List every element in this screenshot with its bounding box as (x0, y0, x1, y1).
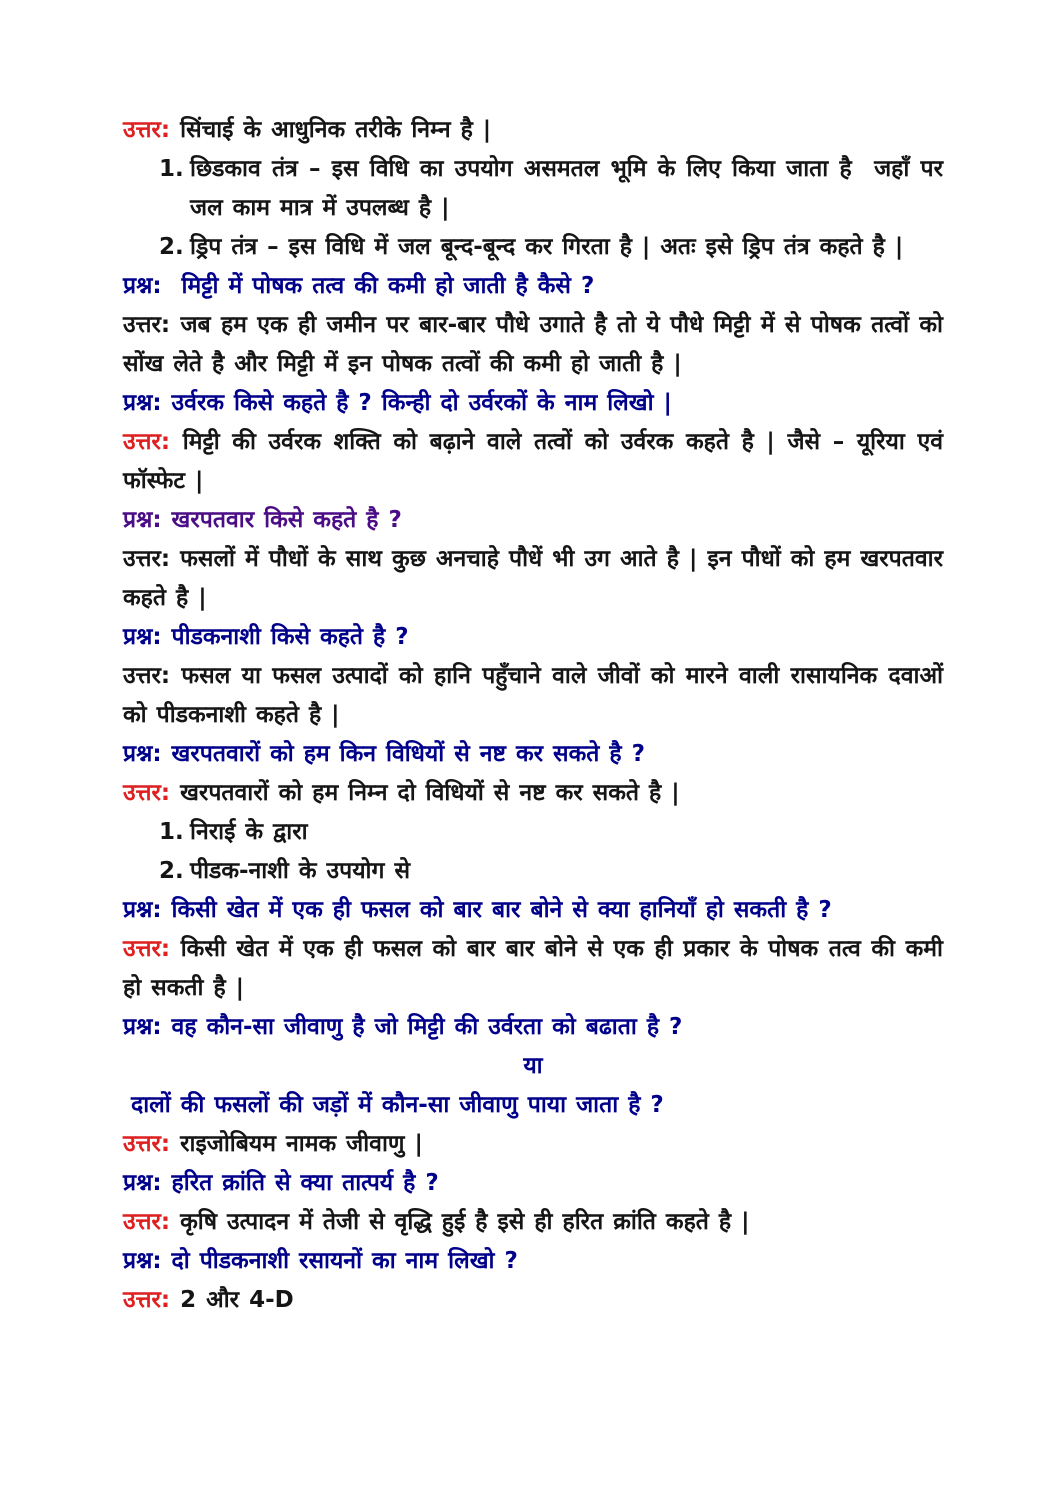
question-line (123, 501, 943, 540)
answer-label: उत्तर: (123, 1287, 171, 1313)
or-separator (123, 1047, 943, 1086)
answer-line (123, 774, 943, 813)
answer-line (123, 306, 954, 384)
question-line (123, 618, 943, 657)
text-segment: दो पीडकनाशी रसायनों का नाम लिखो ? (161, 1248, 518, 1274)
answer-line (123, 1281, 943, 1320)
text-segment: किसी खेत में एक ही फसल को बार बार बोने से क्या हानियाँ हो सकती है ? (161, 897, 832, 923)
question-line (123, 267, 943, 306)
list-item (123, 150, 954, 228)
answer-label: उत्तर: (123, 546, 171, 572)
answer-label: उत्तर: (123, 663, 171, 689)
text-segment: फसल या फसल उत्पादों को हानि पहुँचाने वाले जीवों को मारने वाली रासायनिक दवाओं को पीडकनाशी कहते है | (123, 663, 954, 728)
question-line (123, 1164, 943, 1203)
answer-label: उत्तर: (123, 936, 171, 962)
text-segment: कृषि उत्पादन में तेजी से वृद्धि हुई है इसे ही हरित क्रांति कहते है | (170, 1209, 750, 1235)
answer-label: उत्तर: (123, 312, 171, 338)
text-segment: किसी खेत में एक ही फसल को बार बार बोने से एक ही प्रकार के पोषक तत्व की कमी हो सकती है | (123, 936, 954, 1001)
text-segment: या (523, 1053, 543, 1079)
text-segment: पीडकनाशी किसे कहते है ? (161, 624, 409, 650)
text-segment: दालों की फसलों की जड़ों में कौन-सा जीवाणु पाया जाता है ? (131, 1092, 664, 1118)
question-line (123, 1008, 943, 1047)
text-segment: जब हम एक ही जमीन पर बार-बार पौधे उगाते है तो ये पौधे मिट्टी में से पोषक तत्वों को सोंख लेते है और मिट्टी में इन पोषक तत्वों की कमी हो जाती है | (123, 312, 954, 377)
text-segment: हरित क्रांति से क्या तात्पर्य है ? (161, 1170, 439, 1196)
answer-label: उत्तर: (123, 429, 171, 455)
text-segment: ड्रिप तंत्र – इस विधि में जल बून्द-बून्द कर गिरता है | अतः इसे ड्रिप तंत्र कहते है | (190, 234, 904, 260)
question-label: प्रश्न: (123, 741, 162, 767)
answer-line (123, 540, 954, 618)
question-label: प्रश्न: (123, 273, 162, 299)
list-item (123, 813, 943, 852)
question-label: प्रश्न: (123, 1014, 162, 1040)
question-alt-line (123, 1086, 943, 1125)
question-label: प्रश्न: (123, 390, 162, 416)
question-label: प्रश्न: (123, 507, 162, 533)
answer-line (123, 1125, 943, 1164)
answer-line (123, 657, 954, 735)
answer-label: उत्तर: (123, 117, 171, 143)
list-item (123, 228, 943, 267)
question-line (123, 891, 943, 930)
list-item-number: 1. (159, 156, 184, 182)
text-segment: मिट्टी की उर्वरक शक्ति को बढ़ाने वाले तत्वों को उर्वरक कहते है | जैसे – यूरिया एवं फॉस्फेट | (123, 429, 954, 494)
answer-label: उत्तर: (123, 780, 171, 806)
list-item-number: 2. (159, 234, 184, 260)
text-segment: फसलों में पौधों के साथ कुछ अनचाहे पौधें भी उग आते है | इन पौधों को हम खरपतवार कहते है | (123, 546, 954, 611)
answer-label: उत्तर: (123, 1131, 171, 1157)
question-line (123, 1242, 943, 1281)
list-item (123, 852, 943, 891)
text-segment: छिडकाव तंत्र – इस विधि का उपयोग असमतल भूमि के लिए किया जाता है जहाँ पर जल काम मात्र में उपलब्ध है | (190, 156, 954, 221)
list-item-text (190, 858, 410, 884)
list-item-text (190, 819, 308, 845)
document-body (123, 111, 954, 1320)
question-line (123, 735, 943, 774)
answer-line (123, 1203, 943, 1242)
text-segment: खरपतवार किसे कहते है ? (161, 507, 402, 533)
list-item-text (190, 234, 903, 260)
text-segment: मिट्टी में पोषक तत्व की कमी हो जाती है कैसे ? (161, 273, 595, 299)
list-item-number: 1. (159, 819, 184, 845)
list-item-text (190, 156, 953, 221)
question-label: प्रश्न: (123, 1248, 162, 1274)
question-label: प्रश्न: (123, 624, 162, 650)
question-label: प्रश्न: (123, 897, 162, 923)
answer-label: उत्तर: (123, 1209, 171, 1235)
text-segment: उर्वरक किसे कहते है ? किन्ही दो उर्वरकों के नाम लिखो | (161, 390, 672, 416)
list-item-number: 2. (159, 858, 184, 884)
answer-line (123, 111, 943, 150)
answer-line (123, 423, 954, 501)
text-segment: निराई के द्वारा (190, 819, 308, 845)
text-segment: 2 और 4-D (170, 1287, 294, 1313)
text-segment: पीडक-नाशी के उपयोग से (190, 858, 411, 884)
text-segment: सिंचाई के आधुनिक तरीके निम्न है | (170, 117, 492, 143)
text-segment: खरपतवारों को हम निम्न दो विधियों से नष्ट कर सकते है | (170, 780, 680, 806)
question-label: प्रश्न: (123, 1170, 162, 1196)
answer-line (123, 930, 954, 1008)
text-segment: खरपतवारों को हम किन विधियों से नष्ट कर सकते है ? (161, 741, 645, 767)
text-segment: राइजोबियम नामक जीवाणु | (170, 1131, 423, 1157)
question-line (123, 384, 943, 423)
text-segment: वह कौन-सा जीवाणु है जो मिट्टी की उर्वरता को बढाता है ? (161, 1014, 683, 1040)
